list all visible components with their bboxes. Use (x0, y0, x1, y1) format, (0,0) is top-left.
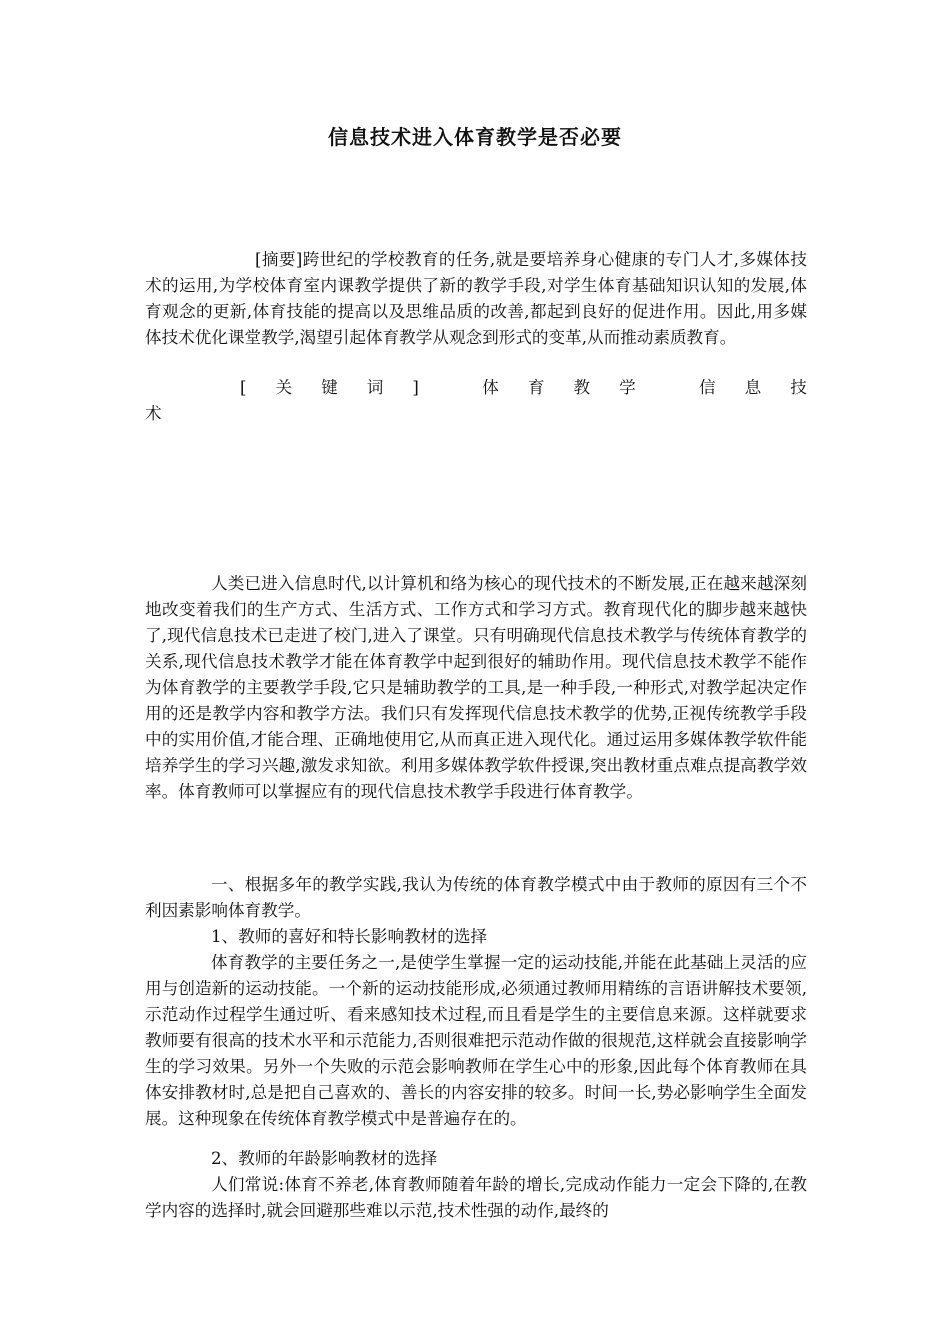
keyword-char: 体 (482, 378, 499, 397)
keyword-char: 教 (573, 378, 591, 397)
keyword-char: 学 (619, 378, 636, 397)
keyword-char: 息 (744, 378, 762, 397)
keyword-char: 信 (699, 378, 716, 397)
keywords-tail: 术 (145, 404, 162, 423)
section1-heading: 一、根据多年的教学实践,我认为传统的体育教学模式中由于教师的原因有三个不利因素影响体育教学。 (145, 875, 807, 920)
intro-paragraph: 人类已进入信息时代,以计算机和络为核心的现代技术的不断发展,正在越来越深刻地改变着我们的生产方式、生活方式、工作方式和学习方式。教育现代化的脚步越来越快了,现代信息技术已走进了校门,进入了课堂。只有明确现代信息技术教学与传统体育教学的关系,现代信息技术教学才能在体育教学中起到很好的辅助作用。现代信息技术教学不能作为体育教学的主要教学手段,它只是辅助教学的工具,是一种手段,一种形式,对教学起决定作用的还是教学内容和教学方法。我们只有发挥现代信息技术教学的优势,正视传统教学手段中的实用价值,才能合理、正确地使用它,从而真正进入现代化。通过运用多媒体教学软件能培养学生的学习兴趣,激发求知欲。利用多媒体教学软件授课,突出教材重点难点提高教学效率。体育教师可以掌握应有的现代信息技术教学手段进行体育教学。 (145, 574, 807, 801)
subsection1-body: 体育教学的主要任务之一,是使学生掌握一定的运动技能,并能在此基础上灵活的应用与创造新的运动技能。一个新的运动技能形成,必须通过教师用精练的言语讲解技术要领,示范动作过程学生通过听、看来感知技术过程,而且看是学生的主要信息来源。这样就要求教师要有很高的技术水平和示范能力,否则很难把示范动作做的很规范,这样就会直接影响学生的学习效果。另外一个失败的示范会影响教师在学生心中的形象,因此每个体育教师在具体安排教材时,总是把自己喜欢的、善长的内容安排的较多。时间一长,势必影响学生全面发展。这种现象在传统体育教学模式中是普遍存在的。 (145, 953, 807, 1128)
subsection1-heading: 1、教师的喜好和特长影响教材的选择 (211, 927, 488, 946)
abstract-paragraph: [摘要]跨世纪的学校教育的任务,就是要培养身心健康的专门人才,多媒体技术的运用,为学校体育室内课教学提供了新的教学手段,对学生体育基础知识认知的发展,体育观念的更新,体育技能的提高以及思维品质的改善,都起到良好的促进作用。因此,用多媒体技术优化课堂教学,渴望引起体育教学从观念到形式的变革,从而推动素质教育。 (145, 250, 807, 347)
document-title: 信息技术进入体育教学是否必要 (328, 125, 622, 149)
keyword-char: 育 (527, 378, 545, 397)
subsection2-heading: 2、教师的年龄影响教材的选择 (211, 1149, 438, 1168)
keywords-line (145, 375, 807, 427)
keyword-char: 词 (366, 378, 384, 397)
keyword-char (665, 375, 670, 401)
keyword-char: 技 (790, 378, 807, 397)
keyword-char (448, 375, 453, 401)
keywords-row (145, 375, 807, 401)
keyword-char: ] (412, 378, 419, 397)
keyword-char: 关 (275, 378, 293, 397)
subsection2-body: 人们常说:体育不养老,体育教师随着年龄的增长,完成动作能力一定会下降的,在教学内容的选择时,就会回避那些难以示范,技术性强的动作,最终的 (145, 1175, 807, 1220)
keyword-char: 键 (321, 378, 338, 397)
keyword-char: [ (240, 378, 247, 397)
